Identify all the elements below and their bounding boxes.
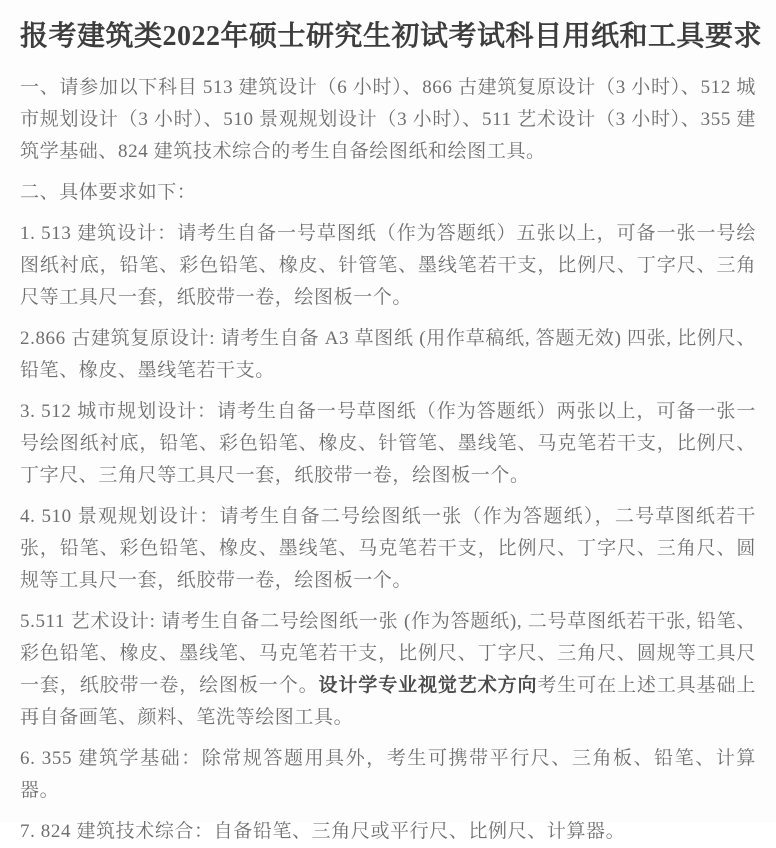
requirement-item-7: 7. 824 建筑技术综合：自备铅笔、三角尺或平行尺、比例尺、计算器。 (20, 821, 626, 842)
requirement-item-5-pre: 5.511 艺术设计: 请考生自备二号绘图纸一张 (作为答题纸), 二号草图纸若干张, 铅笔、彩色铅笔、橡皮、墨线笔、马克笔若干支，比例尺、丁字尺、三角尺、圆规等工具尺一套，纸胶带一卷，绘图板一个。 (20, 611, 756, 696)
section-heading: 二、具体要求如下： (20, 182, 197, 203)
requirement-item-1: 1. 513 建筑设计：请考生自备一号草图纸（作为答题纸）五张以上，可备一张一号绘图纸衬底，铅笔、彩色铅笔、橡皮、针管笔、墨线笔若干支，比例尺、丁字尺、三角尺等工具尺一套，纸胶带一卷，绘图板一个。 (20, 223, 756, 308)
requirement-item-3: 3. 512 城市规划设计：请考生自备一号草图纸（作为答题纸）两张以上，可备一张一号绘图纸衬底，铅笔、彩色铅笔、橡皮、针管笔、墨线笔、马克笔若干支，比例尺、丁字尺、三角尺等工具尺一套，纸胶带一卷，绘图板一个。 (20, 401, 756, 486)
requirement-item-5-post: 考生可在上述工具基础上再自备画笔、颜料、笔洗等绘图工具。 (20, 675, 756, 728)
intro-paragraph: 一、请参加以下科目 513 建筑设计（6 小时）、866 古建筑复原设计（3 小时）、512 城市规划设计（3 小时）、510 景观规划设计（3 小时）、511 艺术设计（3 小时）、355 建筑学基础、824 建筑技术综合的考生自备绘图纸和绘图工具。 (20, 77, 756, 162)
requirement-item-2: 2.866 古建筑复原设计: 请考生自备 A3 草图纸 (用作草稿纸, 答题无效) 四张, 比例尺、铅笔、橡皮、墨线笔若干支。 (20, 328, 756, 381)
requirement-item-6: 6. 355 建筑学基础：除常规答题用具外，考生可携带平行尺、三角板、铅笔、计算器。 (20, 748, 756, 801)
requirement-item-5 (20, 606, 756, 734)
page-title: 报考建筑类2022年硕士研究生初试考试科目用纸和工具要求 (20, 21, 763, 52)
requirement-item-4: 4. 510 景观规划设计：请考生自备二号绘图纸一张（作为答题纸），二号草图纸若干张，铅笔、彩色铅笔、橡皮、墨线笔、马克笔若干支，比例尺、丁字尺、三角尺、圆规等工具尺一套，纸胶带一卷，绘图板一个。 (20, 506, 756, 591)
bold-emphasis: 设计学专业视觉艺术方向 (318, 675, 538, 696)
